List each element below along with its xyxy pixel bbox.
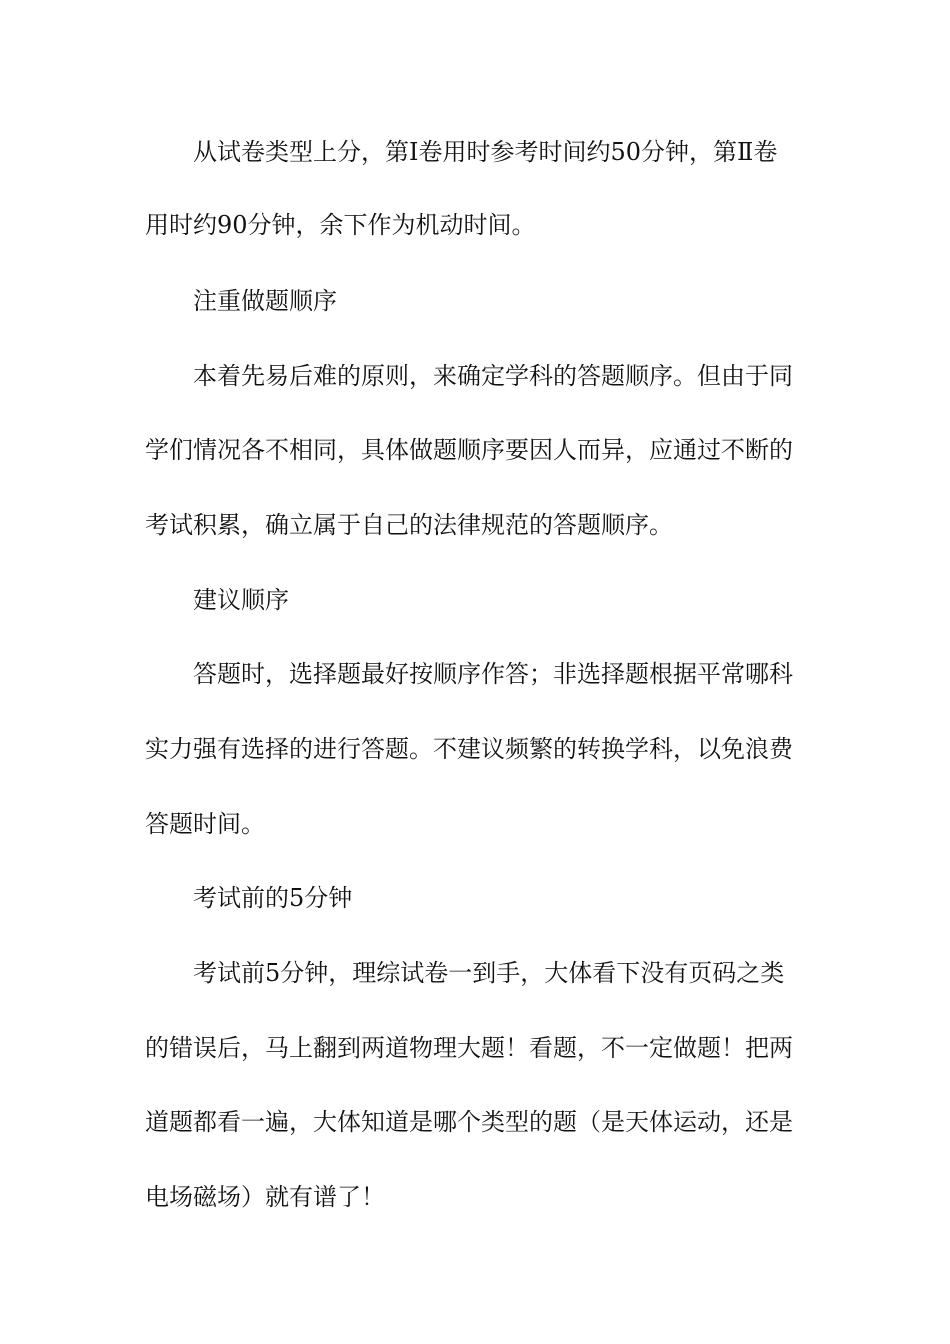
paragraph-line: 用时约90分钟，余下作为机动时间。 [145,211,536,239]
paragraph-line: 考试积累，确立属于自己的法律规范的答题顺序。 [145,511,673,539]
paragraph-line: 电场磁场）就有谱了！ [145,1183,385,1211]
paragraph-line: 答题时，选择题最好按顺序作答；非选择题根据平常哪科 [193,660,793,688]
paragraph-line: 道题都看一遍，大体知道是哪个类型的题（是天体运动，还是 [145,1108,793,1136]
section-heading: 建议顺序 [193,586,289,614]
paragraph-line: 学们情况各不相同，具体做题顺序要因人而异，应通过不断的 [145,436,793,464]
paragraph-line: 考试前5分钟，理综试卷一到手，大体看下没有页码之类 [193,959,785,987]
paragraph-line: 答题时间。 [145,810,265,838]
paragraph-line: 的错误后，马上翻到两道物理大题！看题，不一定做题！把两 [145,1034,793,1062]
section-heading: 注重做题顺序 [193,287,337,315]
section-heading: 考试前的5分钟 [193,884,353,912]
paragraph-line: 从试卷类型上分，第Ⅰ卷用时参考时间约50分钟，第Ⅱ卷 [193,138,778,166]
paragraph-line: 本着先易后难的原则，来确定学科的答题顺序。但由于同 [193,362,793,390]
paragraph-line: 实力强有选择的进行答题。不建议频繁的转换学科，以免浪费 [145,735,793,763]
